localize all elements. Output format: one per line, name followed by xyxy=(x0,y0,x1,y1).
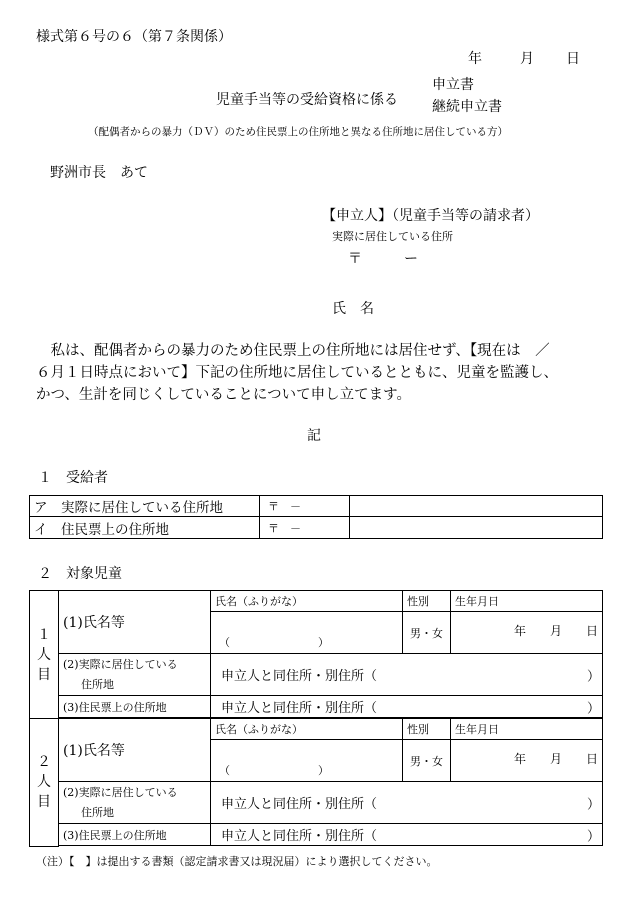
form-number: 様式第６号の６（第７条関係） xyxy=(36,29,232,45)
recipient-actual-postal[interactable]: 〒 － xyxy=(260,496,350,517)
statement-line: ６月１日時点において】下記の住所地に居住しているとともに、児童を監護し、 xyxy=(36,365,558,381)
applicant-name-label: 氏 名 xyxy=(332,301,374,317)
child1-actual-address-field[interactable]: 申立人と同住所・別住所（ ） xyxy=(211,654,603,696)
child2-name-label: (1)氏名等 xyxy=(59,719,211,782)
table-row xyxy=(30,719,603,740)
table-row xyxy=(30,824,603,846)
statement-line: かつ、生計を同じくしていることについて申し立てます。 xyxy=(36,387,411,403)
table-row xyxy=(30,654,603,696)
child1-name-label: (1)氏名等 xyxy=(59,591,211,654)
section2-heading: ２ 対象児童 xyxy=(38,566,122,582)
children-table xyxy=(29,590,603,847)
title-option-application: 申立書 xyxy=(432,77,474,93)
recipient-registered-address-label: イ 住民票上の住所地 xyxy=(30,517,260,539)
child2-actual-address-field[interactable]: 申立人と同住所・別住所（ ） xyxy=(211,782,603,824)
child1-registered-address-label: (3)住民票上の住所地 xyxy=(59,696,211,718)
ki-heading: 記 xyxy=(307,428,321,444)
child1-name-field[interactable]: （ ） xyxy=(211,612,403,654)
child1-gender-header: 性別 xyxy=(403,591,451,612)
table-row xyxy=(30,517,603,539)
document-title: 児童手当等の受給資格に係る xyxy=(216,92,398,108)
child2-ordinal: ２人目 xyxy=(30,719,59,847)
child2-actual-address-label: (2)実際に居住している 住所地 xyxy=(59,782,211,824)
addressee: 野洲市長 あて xyxy=(50,165,148,181)
applicant-address-label: 実際に居住している住所 xyxy=(332,230,453,243)
recipient-registered-postal[interactable]: 〒 － xyxy=(260,517,350,539)
child2-gender-select[interactable]: 男・女 xyxy=(403,740,451,782)
child1-gender-select[interactable]: 男・女 xyxy=(403,612,451,654)
child1-dob-header: 生年月日 xyxy=(451,591,603,612)
statement-line: 私は、配偶者からの暴力のため住民票上の住所地には居住せず、【現在は ／ xyxy=(36,343,550,359)
title-option-continuation: 継続申立書 xyxy=(432,99,502,115)
applicant-heading: 【申立人】（児童手当等の請求者） xyxy=(322,208,539,224)
child2-name-field[interactable]: （ ） xyxy=(211,740,403,782)
document-subtitle: （配偶者からの暴力（ＤＶ）のため住民票上の住所地と異なる住所地に居住している方） xyxy=(88,126,508,138)
child2-name-header: 氏名（ふりがな） xyxy=(211,719,403,740)
child1-registered-address-field[interactable]: 申立人と同住所・別住所（ ） xyxy=(211,696,603,718)
date-day: 日 xyxy=(566,51,580,67)
child2-gender-header: 性別 xyxy=(403,719,451,740)
child2-registered-address-label: (3)住民票上の住所地 xyxy=(59,824,211,846)
child1-name-header: 氏名（ふりがな） xyxy=(211,591,403,612)
table-row xyxy=(30,591,603,612)
section1-heading: １ 受給者 xyxy=(38,470,108,486)
child1-ordinal: １人目 xyxy=(30,591,59,719)
child2-dob-field[interactable]: 年 月 日 xyxy=(451,740,603,782)
recipient-registered-address-field[interactable] xyxy=(350,517,603,539)
child2-dob-header: 生年月日 xyxy=(451,719,603,740)
table-row xyxy=(30,496,603,517)
footnote: （注）【 】は提出する書類（認定請求書又は現況届）により選択してください。 xyxy=(36,855,438,868)
date-year: 年 xyxy=(468,51,482,67)
recipient-table xyxy=(29,495,603,539)
recipient-actual-address-label: ア 実際に居住している住所地 xyxy=(30,496,260,517)
table-row xyxy=(30,782,603,824)
child2-registered-address-field[interactable]: 申立人と同住所・別住所（ ） xyxy=(211,824,603,846)
date-month: 月 xyxy=(520,51,534,67)
recipient-actual-address-field[interactable] xyxy=(350,496,603,517)
child1-actual-address-label: (2)実際に居住している 住所地 xyxy=(59,654,211,696)
statement-paragraph xyxy=(36,340,606,406)
child1-dob-field[interactable]: 年 月 日 xyxy=(451,612,603,654)
applicant-postal-code: 〒 ー xyxy=(348,251,418,267)
table-row xyxy=(30,696,603,718)
